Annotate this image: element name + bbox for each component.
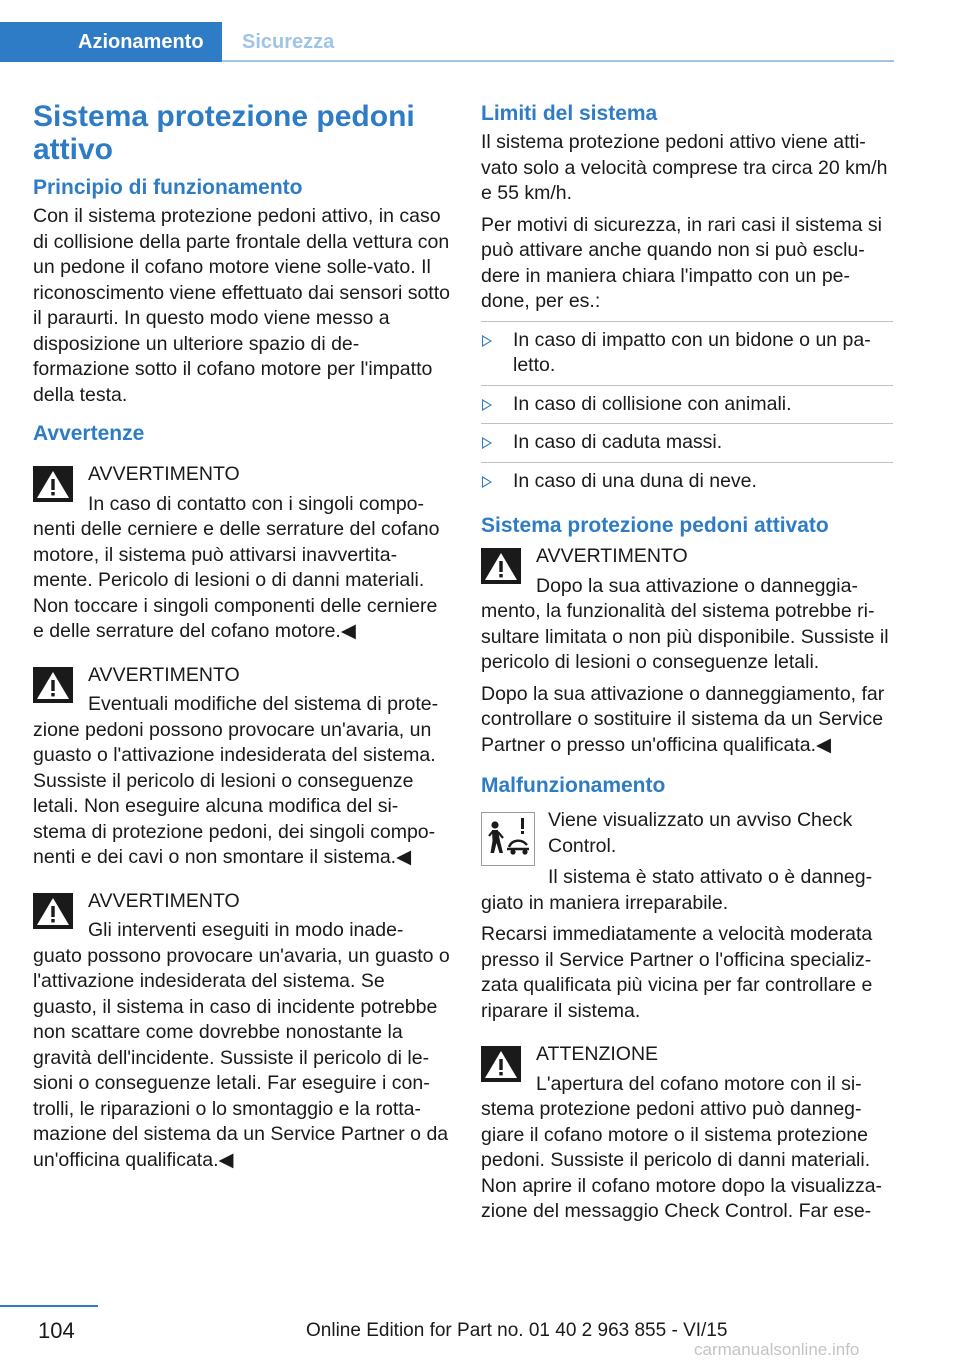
check-control-block xyxy=(481,808,893,916)
bullet-triangle-icon xyxy=(482,399,492,411)
warning-label: AVVERTIMENTO xyxy=(88,663,240,686)
tab-azionamento[interactable]: Azionamento xyxy=(0,22,222,62)
activated-text: Dopo la sua attivazione o danneggiamento, far controllare o sostituire il sistema da un Service Partner o presso un'officina qualificata.◀ xyxy=(481,682,885,756)
warning-block xyxy=(33,889,451,1174)
bullet-triangle-icon xyxy=(482,335,492,347)
left-column xyxy=(33,100,451,1173)
chapter-header xyxy=(0,0,894,62)
warning-triangle-icon xyxy=(33,667,73,703)
warning-text: nenti delle cerniere e delle serrature del cofano motore, il sistema può attivarsi inavvertita-mente. Pericolo di lesioni o di danni materiali. Non toccare i singoli componenti delle cerniere e delle serrature del cofano motore.◀ xyxy=(33,518,440,642)
warning-block xyxy=(33,663,451,871)
malfunction-text-first: Il sistema è stato attivato o è danneg- xyxy=(548,866,873,888)
warnings-heading: Avvertenze xyxy=(33,422,145,445)
caution-block xyxy=(481,1042,893,1225)
warning-text-first: In caso di contatto con i singoli compo- xyxy=(88,492,425,515)
malfunction-heading: Malfunzionamento xyxy=(481,774,666,797)
malfunction-text-rest: giato in maniera irreparabile. xyxy=(481,891,729,914)
watermark: carmanualsonline.info xyxy=(694,1340,860,1359)
warning-triangle-icon xyxy=(33,466,73,502)
bullet-triangle-icon xyxy=(482,476,492,488)
list-item: In caso di collisione con animali. xyxy=(481,385,893,424)
malfunction-instructions: Recarsi immediatamente a velocità moderata presso il Service Partner o l'officina specializ-zata qualificata più vicina per far controllare e riparare il sistema. xyxy=(481,923,873,1022)
right-column xyxy=(481,100,893,1225)
principle-heading: Principio di funzionamento xyxy=(33,176,303,199)
tab-sicurezza[interactable]: Sicurezza xyxy=(242,31,335,53)
limits-text-examples: Per motivi di sicurezza, in rari casi il sistema si può attivare anche quando non si può esclu-dere in maniera chiara l'impatto con un pe-done, per es.: xyxy=(481,213,882,312)
header-rule xyxy=(222,60,894,62)
warning-block xyxy=(481,544,893,676)
warning-text: zione pedoni possono provocare un'avaria, un guasto o l'attivazione indesiderata del sistema. Sussiste il pericolo di lesioni o conseguenze letali. Non eseguire alcuna modifica del si-stema di protezione pedoni, dei singoli compo-nenti e dei cavi o non smontare il sistema.◀ xyxy=(33,718,436,868)
warning-text-first: Eventuali modifiche del sistema di prote- xyxy=(88,693,439,715)
page-title: Sistema protezione pedoni attivo xyxy=(33,100,415,166)
caution-text-first: L'apertura del cofano motore con il si- xyxy=(536,1072,862,1095)
list-item: In caso di impatto con un bidone o un pa-letto. xyxy=(481,321,893,385)
caution-triangle-icon xyxy=(481,1046,521,1082)
warning-block xyxy=(33,462,451,645)
bullet-triangle-icon xyxy=(482,437,492,449)
warning-label: AVVERTIMENTO xyxy=(88,463,240,485)
activated-heading: Sistema protezione pedoni attivato xyxy=(481,514,829,537)
caution-label: ATTENZIONE xyxy=(536,1043,659,1065)
warning-text: mento, la funzionalità del sistema potrebbe ri-sultare limitata o non più disponibile. Sussiste il pericolo di lesioni o conseguenze letali. xyxy=(481,600,889,673)
page-number: 104 xyxy=(38,1318,75,1343)
footer-rule xyxy=(0,1305,98,1307)
list-item: In caso di una duna di neve. xyxy=(481,462,893,501)
malfunction-text: Viene visualizzato un avviso Check Control. xyxy=(548,809,853,857)
pedestrian-protection-indicator-icon xyxy=(481,812,535,866)
warning-text-first: Dopo la sua attivazione o danneggia- xyxy=(536,574,858,597)
limits-heading: Limiti del sistema xyxy=(481,102,658,125)
warning-text-first: Gli interventi eseguiti in modo inade- xyxy=(88,919,404,941)
warning-triangle-icon xyxy=(33,893,73,929)
warning-label: AVVERTIMENTO xyxy=(536,545,688,567)
list-item: In caso di caduta massi. xyxy=(481,423,893,462)
principle-text: Con il sistema protezione pedoni attivo, in caso di collisione della parte frontale della vettura con un pedone il cofano motore viene solle-vato. Il riconoscimento viene effettuato dai sensori sotto il paraurti. In questo modo viene messo a disposizione un ulteriore spazio di de-formazione sotto il cofano motore per l'impatto della testa. xyxy=(33,205,450,406)
warning-triangle-icon xyxy=(481,548,521,584)
warning-label: AVVERTIMENTO xyxy=(88,889,240,912)
warning-text: guato possono provocare un'avaria, un guasto o l'attivazione indesiderata del sistema. Se guasto, il sistema in caso di incidente potrebbe non scattare come dovrebbe nonostante la gravità dell'incidente. Sussiste il pericolo di le-sioni o conseguenze letali. Far eseguire i con-trolli, le riparazioni o lo smontaggio e la rotta-mazione del sistema da un Service Partner o da un'officina qualificata.◀ xyxy=(33,944,450,1171)
edition-note: Online Edition for Part no. 01 40 2 963 855 - VI/15 xyxy=(306,1320,728,1341)
caution-text: stema protezione pedoni attivo può danneg-giare il cofano motore o il sistema protezione pedoni. Sussiste il pericolo di danni materiali. Non aprire il cofano motore dopo la visualizza-zione del messaggio Check Control. Far ese- xyxy=(481,1098,883,1222)
limits-text: Il sistema protezione pedoni attivo viene atti-vato solo a velocità comprese tra circa 20 km/h e 55 km/h. xyxy=(481,131,888,204)
bullet-list xyxy=(481,321,893,501)
